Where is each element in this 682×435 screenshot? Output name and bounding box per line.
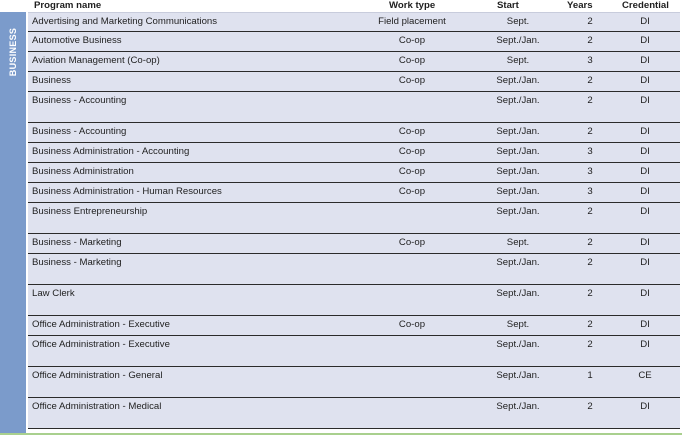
credential-cell: DI <box>640 339 650 350</box>
credential-cell: DI <box>640 126 650 137</box>
years-cell: 1 <box>587 370 593 381</box>
years-cell: 3 <box>587 146 593 157</box>
credential-cell: DI <box>640 95 650 106</box>
credential-cell: DI <box>640 35 650 46</box>
years-cell: 2 <box>587 95 593 106</box>
program-name-cell: Business Administration - Human Resources <box>32 186 222 197</box>
years-cell: 2 <box>587 401 593 412</box>
start-cell: Sept. <box>506 55 530 66</box>
work-type-cell: Co-op <box>398 319 426 330</box>
table-row <box>28 367 680 398</box>
program-name-cell: Office Administration - Executive <box>32 339 170 350</box>
header-program: Program name <box>34 0 102 11</box>
start-cell: Sept./Jan. <box>496 126 540 137</box>
start-cell: Sept./Jan. <box>496 146 540 157</box>
table-row <box>28 336 680 367</box>
years-cell: 3 <box>587 186 593 197</box>
years-cell: 3 <box>587 166 593 177</box>
work-type-cell: Field placement <box>378 16 446 27</box>
table-row <box>28 234 680 254</box>
table-row <box>28 254 680 285</box>
table-row <box>28 316 680 336</box>
header-credential: Credential <box>622 0 669 11</box>
credential-cell: DI <box>640 257 650 268</box>
years-cell: 2 <box>587 237 593 248</box>
years-cell: 2 <box>587 319 593 330</box>
work-type-cell: Co-op <box>398 237 426 248</box>
start-cell: Sept./Jan. <box>496 206 540 217</box>
credential-cell: DI <box>640 16 650 27</box>
table-row <box>28 32 680 52</box>
table-row <box>28 72 680 92</box>
start-cell: Sept./Jan. <box>496 370 540 381</box>
table-row <box>28 183 680 203</box>
start-cell: Sept./Jan. <box>496 339 540 350</box>
work-type-cell: Co-op <box>398 166 426 177</box>
work-type-cell: Co-op <box>398 126 426 137</box>
program-name-cell: Business - Accounting <box>32 95 127 106</box>
program-name-cell: Advertising and Marketing Communications <box>32 16 218 27</box>
years-cell: 3 <box>587 55 593 66</box>
start-cell: Sept./Jan. <box>496 75 540 86</box>
table-row <box>28 163 680 183</box>
years-cell: 2 <box>587 288 593 299</box>
credential-cell: DI <box>640 186 650 197</box>
program-name-cell: Business - Accounting <box>32 126 127 137</box>
start-cell: Sept. <box>506 16 530 27</box>
credential-cell: DI <box>640 319 650 330</box>
credential-cell: DI <box>640 237 650 248</box>
years-cell: 2 <box>587 126 593 137</box>
program-name-cell: Business - Marketing <box>32 237 122 248</box>
years-cell: 2 <box>587 16 593 27</box>
header-start: Start <box>497 0 519 11</box>
start-cell: Sept./Jan. <box>496 95 540 106</box>
start-cell: Sept./Jan. <box>496 186 540 197</box>
program-name-cell: Business Entrepreneurship <box>32 206 148 217</box>
work-type-cell: Co-op <box>398 146 426 157</box>
credential-cell: DI <box>640 206 650 217</box>
table-body <box>28 12 680 429</box>
credential-cell: DI <box>640 75 650 86</box>
table-header <box>28 0 682 12</box>
credential-cell: DI <box>640 288 650 299</box>
start-cell: Sept. <box>506 237 530 248</box>
table-row <box>28 92 680 123</box>
work-type-cell: Co-op <box>398 186 426 197</box>
work-type-cell: Co-op <box>398 55 426 66</box>
table-row <box>28 398 680 429</box>
work-type-cell: Co-op <box>398 75 426 86</box>
category-label: BUSINESS <box>8 27 18 77</box>
years-cell: 2 <box>587 257 593 268</box>
start-cell: Sept./Jan. <box>496 288 540 299</box>
years-cell: 2 <box>587 206 593 217</box>
credential-cell: DI <box>640 146 650 157</box>
table-row <box>28 52 680 72</box>
years-cell: 2 <box>587 75 593 86</box>
credential-cell: DI <box>640 55 650 66</box>
start-cell: Sept./Jan. <box>496 166 540 177</box>
header-years: Years <box>567 0 593 11</box>
program-name-cell: Office Administration - General <box>32 370 163 381</box>
program-name-cell: Business <box>32 75 71 86</box>
table-row <box>28 285 680 316</box>
program-name-cell: Aviation Management (Co-op) <box>32 55 160 66</box>
years-cell: 2 <box>587 35 593 46</box>
program-name-cell: Business Administration <box>32 166 134 177</box>
program-name-cell: Office Administration - Executive <box>32 319 170 330</box>
table-row <box>28 143 680 163</box>
table-row <box>28 123 680 143</box>
start-cell: Sept./Jan. <box>496 257 540 268</box>
program-name-cell: Office Administration - Medical <box>32 401 162 412</box>
years-cell: 2 <box>587 339 593 350</box>
start-cell: Sept. <box>506 319 530 330</box>
program-name-cell: Law Clerk <box>32 288 75 299</box>
credential-cell: CE <box>638 370 652 381</box>
table-row <box>28 203 680 234</box>
program-name-cell: Business Administration - Accounting <box>32 146 190 157</box>
start-cell: Sept./Jan. <box>496 401 540 412</box>
credential-cell: DI <box>640 401 650 412</box>
credential-cell: DI <box>640 166 650 177</box>
program-name-cell: Automotive Business <box>32 35 122 46</box>
work-type-cell: Co-op <box>398 35 426 46</box>
program-name-cell: Business - Marketing <box>32 257 122 268</box>
header-work-type: Work type <box>389 0 436 11</box>
start-cell: Sept./Jan. <box>496 35 540 46</box>
table-row <box>28 12 680 32</box>
category-band <box>0 12 26 433</box>
